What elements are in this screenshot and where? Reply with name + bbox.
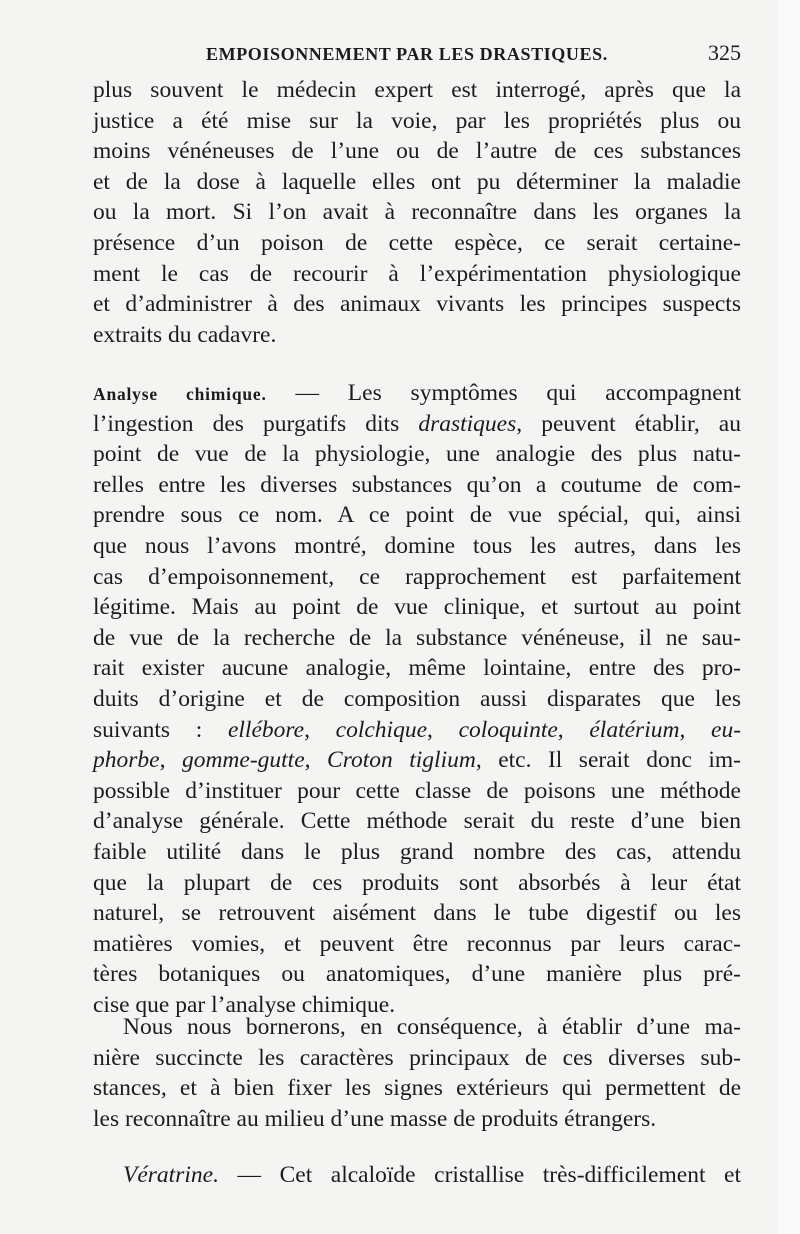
text-line: cise que par l’analyse chimique. xyxy=(93,991,396,1018)
text-line: Nous nous bornerons, en conséquence, à établir d’une ma- xyxy=(123,1014,741,1040)
italic-term: élatérium xyxy=(589,716,680,743)
text-line: point de vue de la physiologie, une analogie des plus natu- xyxy=(93,441,741,468)
intro-paragraph xyxy=(93,75,741,350)
text-line: tères botaniques ou anatomiques, d’une manière plus pré- xyxy=(93,961,741,988)
text-line: justice a été mise sur la voie, par les propriétés plus ou xyxy=(93,107,741,134)
text-line: de vue de la recherche de la substance vénéneuse, il ne sau- xyxy=(93,624,741,651)
italic-term: gomme-gutte xyxy=(181,747,305,774)
italic-term: eu- xyxy=(711,716,742,743)
running-header xyxy=(206,40,741,70)
text-line xyxy=(93,409,741,440)
text-line: matières vomies, et peuvent être reconnus par leurs carac- xyxy=(93,930,741,957)
text-line: rait exister aucune analogie, même lointaine, entre des pro- xyxy=(93,655,741,682)
text-line: présence d’un poison de cette espèce, ce serait certaine- xyxy=(93,229,741,256)
text-line: les reconnaître au milieu d’une masse de produits étrangers. xyxy=(93,1105,657,1132)
line-text: — Cet alcaloïde cristallise très-difficilement et xyxy=(218,1162,741,1188)
text-line: et d’administrer à des animaux vivants les principes suspects xyxy=(93,291,741,318)
italic-term: ellébore xyxy=(227,716,305,743)
italic-term: drastiques xyxy=(418,410,517,437)
line-text: — Les symptômes qui accompagnent xyxy=(266,380,741,406)
text-line: naturel, se retrouvent aisément dans le tube digestif ou les xyxy=(93,900,741,927)
text-line: relles entre les diverses substances qu’on a coutume de com- xyxy=(93,471,741,498)
analyse-paragraph xyxy=(93,378,741,1020)
running-title: EMPOISONNEMENT PAR LES DRASTIQUES. xyxy=(206,44,608,64)
text-line: moins vénéneuses de l’une ou de l’autre de ces substances xyxy=(93,138,741,165)
text-line: légitime. Mais au point de vue clinique, et surtout au point xyxy=(93,594,741,621)
text-line: extraits du cadavre. xyxy=(93,321,277,348)
text-line xyxy=(93,715,741,746)
line-text: , xyxy=(304,716,336,743)
line-text: , xyxy=(304,747,328,774)
italic-term: colchique xyxy=(335,716,428,743)
page-edge xyxy=(778,0,800,1234)
text-line: duits d’origine et de composition aussi disparates que les xyxy=(93,685,741,712)
text-line: nière succincte les caractères principaux de ces diverses sub- xyxy=(93,1044,741,1071)
italic-term: Croton tiglium xyxy=(327,747,476,774)
line-text: , xyxy=(557,716,590,743)
text-line: ment le cas de recourir à l’expérimentation physiologique xyxy=(93,260,741,287)
text-line: que la plupart de ces produits sont absorbés à leur état xyxy=(93,869,741,896)
line-text: , xyxy=(159,747,182,774)
text-line: et de la dose à laquelle elles ont pu déterminer la maladie xyxy=(93,168,741,195)
veratrine-paragraph xyxy=(93,1160,741,1191)
text-line xyxy=(93,1160,741,1191)
text-line xyxy=(93,745,741,776)
line-text: , etc. Il serait donc im- xyxy=(475,747,741,774)
line-text: suivants : xyxy=(93,716,228,743)
page-number: 325 xyxy=(708,40,741,65)
text-line: prendre sous ce nom. A ce point de vue spécial, qui, ainsi xyxy=(93,502,741,529)
nous-paragraph xyxy=(93,1012,741,1134)
text-line: cas d’empoisonnement, ce rapprochement est parfaitement xyxy=(93,563,741,590)
line-text: l’ingestion des purgatifs dits xyxy=(93,410,419,437)
text-line: que nous l’avons montré, domine tous les autres, dans les xyxy=(93,532,741,559)
line-text: , peuvent établir, au xyxy=(516,410,741,437)
line-text: , xyxy=(427,716,459,743)
line-text: , xyxy=(679,716,712,743)
section-heading: Analyse chimique. xyxy=(93,384,267,404)
italic-term: coloquinte xyxy=(458,716,558,743)
text-line: ou la mort. Si l’on avait à reconnaître dans les organes la xyxy=(93,199,741,226)
text-line: d’analyse générale. Cette méthode serait du reste d’une bien xyxy=(93,808,741,835)
italic-term: Vératrine. xyxy=(123,1162,219,1188)
text-line: stances, et à bien fixer les signes extérieurs qui permettent de xyxy=(93,1075,741,1102)
italic-term: phorbe xyxy=(93,747,160,774)
text-line: plus souvent le médecin expert est interrogé, après que la xyxy=(93,77,741,103)
text-line xyxy=(93,378,741,409)
text-line: faible utilité dans le plus grand nombre des cas, attendu xyxy=(93,838,741,865)
text-line: possible d’instituer pour cette classe de poisons une méthode xyxy=(93,777,741,804)
